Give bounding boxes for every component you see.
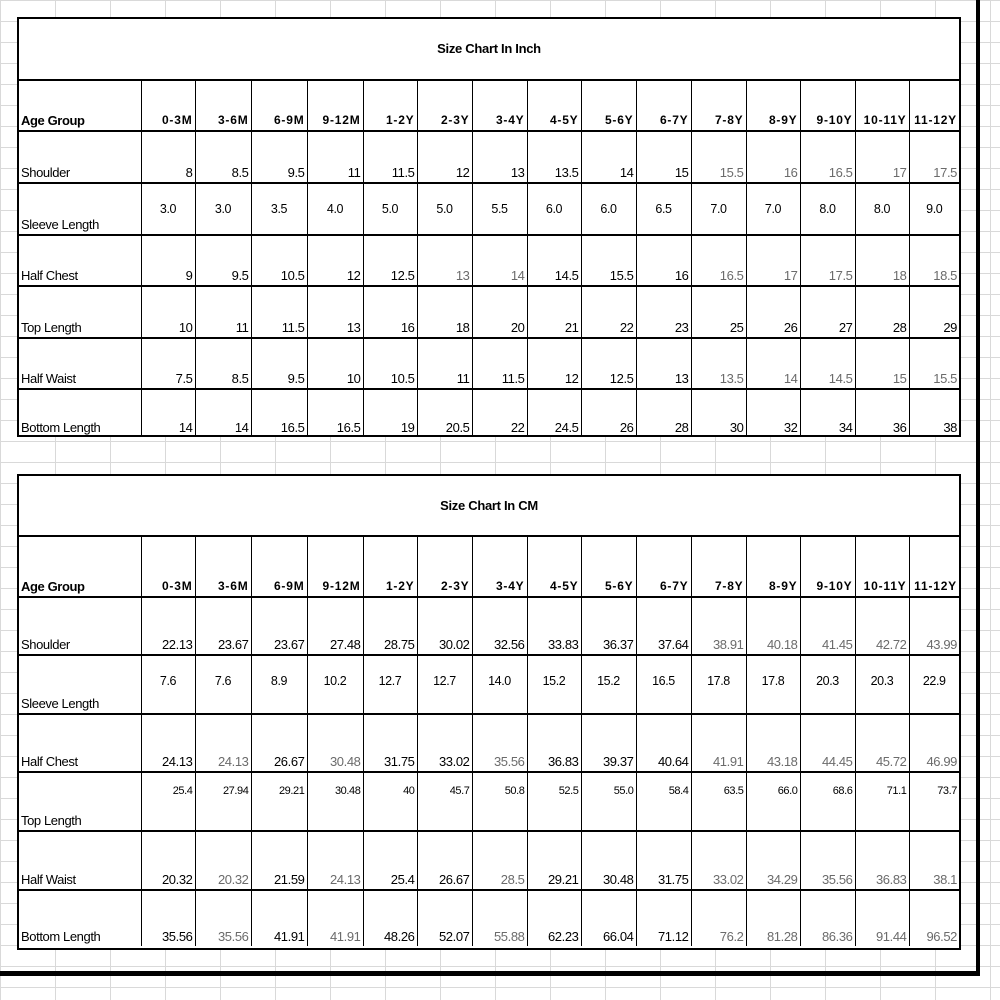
table-cell: 7.6: [195, 655, 251, 714]
table-cell: 21: [527, 286, 581, 338]
table-cell: 12.7: [417, 655, 472, 714]
table-cell: 17: [746, 235, 800, 286]
table-cell: 40: [363, 772, 417, 831]
table-cell: 16.5: [251, 389, 307, 437]
table-cell: 6.0: [527, 183, 581, 235]
age-header-11-12y: 11-12Y: [909, 537, 959, 597]
table-cell: 14: [141, 389, 195, 437]
table-cell: 24.13: [307, 831, 363, 890]
row-label: Half Chest: [19, 235, 141, 286]
table-cell: 11: [195, 286, 251, 338]
age-header-2-3y: 2-3Y: [417, 81, 472, 131]
table-cell: 25.4: [141, 772, 195, 831]
table-cell: 26.67: [251, 714, 307, 772]
table-cell: 12.5: [363, 235, 417, 286]
table-cell: 81.28: [746, 890, 800, 946]
table-cell: 48.26: [363, 890, 417, 946]
table-cell: 12.5: [581, 338, 636, 389]
chart-title: Size Chart In CM: [440, 498, 538, 513]
table-cell: 12: [527, 338, 581, 389]
table-cell: 10: [307, 338, 363, 389]
table-cell: 26: [581, 389, 636, 437]
table-cell: 29.21: [251, 772, 307, 831]
row-label: Bottom Length: [19, 890, 141, 946]
row-label: Sleeve Length: [19, 183, 141, 235]
table-cell: 15: [855, 338, 909, 389]
age-header-0-3m: 0-3M: [141, 81, 195, 131]
table-cell: 16: [636, 235, 691, 286]
table-cell: 9.5: [195, 235, 251, 286]
table-cell: 45.72: [855, 714, 909, 772]
table-cell: 28: [855, 286, 909, 338]
table-cell: 52.07: [417, 890, 472, 946]
table-cell: 11: [307, 131, 363, 183]
table-cell: 14.0: [472, 655, 527, 714]
table-cell: 52.5: [527, 772, 581, 831]
table-cell: 20.3: [800, 655, 855, 714]
table-cell: 14: [581, 131, 636, 183]
table-cell: 8: [141, 131, 195, 183]
table-cell: 16: [363, 286, 417, 338]
table-cell: 20.32: [195, 831, 251, 890]
table-cell: 13: [417, 235, 472, 286]
table-cell: 16.5: [800, 131, 855, 183]
table-cell: 15.5: [909, 338, 959, 389]
table-cell: 35.56: [195, 890, 251, 946]
table-cell: 36.83: [527, 714, 581, 772]
table-cell: 46.99: [909, 714, 959, 772]
table-cell: 24.13: [195, 714, 251, 772]
age-group-label: Age Group: [19, 537, 141, 597]
table-cell: 9.5: [251, 131, 307, 183]
table-cell: 3.5: [251, 183, 307, 235]
table-cell: 35.56: [141, 890, 195, 946]
sheet-border-right: [976, 0, 980, 975]
row-label: Bottom Length: [19, 389, 141, 437]
table-cell: 8.0: [800, 183, 855, 235]
age-header-4-5y: 4-5Y: [527, 537, 581, 597]
table-cell: 13: [307, 286, 363, 338]
age-header-5-6y: 5-6Y: [581, 537, 636, 597]
table-cell: 73.7: [909, 772, 959, 831]
sheet-border-bottom: [0, 971, 980, 976]
table-cell: 66.0: [746, 772, 800, 831]
row-label: Top Length: [19, 286, 141, 338]
table-cell: 8.9: [251, 655, 307, 714]
table-cell: 36.37: [581, 597, 636, 655]
table-cell: 20.3: [855, 655, 909, 714]
table-cell: 25: [691, 286, 746, 338]
age-header-7-8y: 7-8Y: [691, 537, 746, 597]
table-cell: 28: [636, 389, 691, 437]
table-cell: 66.04: [581, 890, 636, 946]
table-cell: 16.5: [636, 655, 691, 714]
table-cell: 16: [746, 131, 800, 183]
table-cell: 14: [195, 389, 251, 437]
age-header-4-5y: 4-5Y: [527, 81, 581, 131]
table-cell: 11: [417, 338, 472, 389]
table-cell: 17.8: [746, 655, 800, 714]
age-header-1-2y: 1-2Y: [363, 537, 417, 597]
table-cell: 11.5: [251, 286, 307, 338]
table-cell: 7.0: [746, 183, 800, 235]
table-cell: 15.2: [581, 655, 636, 714]
table-cell: 5.0: [363, 183, 417, 235]
table-cell: 14: [746, 338, 800, 389]
table-cell: 28.75: [363, 597, 417, 655]
table-cell: 42.72: [855, 597, 909, 655]
table-cell: 32.56: [472, 597, 527, 655]
table-cell: 35.56: [472, 714, 527, 772]
table-cell: 28.5: [472, 831, 527, 890]
table-cell: 37.64: [636, 597, 691, 655]
table-cell: 30.02: [417, 597, 472, 655]
table-cell: 30.48: [307, 714, 363, 772]
table-row-shoulder: [19, 597, 959, 655]
table-cell: 55.0: [581, 772, 636, 831]
table-cell: 14.5: [800, 338, 855, 389]
table-cell: 7.5: [141, 338, 195, 389]
table-cell: 10.5: [251, 235, 307, 286]
age-header-7-8y: 7-8Y: [691, 81, 746, 131]
table-cell: 7.6: [141, 655, 195, 714]
table-cell: 31.75: [363, 714, 417, 772]
row-label: Half Waist: [19, 831, 141, 890]
table-cell: 9.5: [251, 338, 307, 389]
table-cell: 34: [800, 389, 855, 437]
table-cell: 13: [636, 338, 691, 389]
row-label: Half Chest: [19, 714, 141, 772]
age-header-9-10y: 9-10Y: [800, 537, 855, 597]
table-cell: 12: [417, 131, 472, 183]
table-cell: 29.21: [527, 831, 581, 890]
table-row-top-length: [19, 772, 959, 831]
table-cell: 13.5: [527, 131, 581, 183]
table-cell: 68.6: [800, 772, 855, 831]
table-cell: 58.4: [636, 772, 691, 831]
table-cell: 30.48: [581, 831, 636, 890]
age-header-6-9m: 6-9M: [251, 81, 307, 131]
table-cell: 20.5: [417, 389, 472, 437]
table-cell: 12.7: [363, 655, 417, 714]
table-cell: 27.94: [195, 772, 251, 831]
table-cell: 9: [141, 235, 195, 286]
table-row-sleeve-length: [19, 183, 959, 235]
table-cell: 96.52: [926, 929, 957, 944]
table-cell: 24.13: [141, 714, 195, 772]
table-row-sleeve-length: [19, 655, 959, 714]
table-cell: 5.0: [417, 183, 472, 235]
size-chart-inch: [17, 17, 961, 437]
age-header-row: [19, 81, 959, 131]
table-cell: 15.5: [581, 235, 636, 286]
table-cell: 18: [855, 235, 909, 286]
table-cell: 5.5: [472, 183, 527, 235]
table-cell: 10: [141, 286, 195, 338]
age-header-8-9y: 8-9Y: [746, 81, 800, 131]
table-cell: 30.48: [307, 772, 363, 831]
table-cell: 33.02: [417, 714, 472, 772]
table-cell: 3.0: [141, 183, 195, 235]
table-row-half-chest: [19, 714, 959, 772]
table-cell: 76.2: [691, 890, 746, 946]
table-cell: 18: [417, 286, 472, 338]
table-row-top-length: [19, 286, 959, 338]
table-cell: 15.5: [691, 131, 746, 183]
row-label: Half Waist: [19, 338, 141, 389]
table-cell: 11.5: [472, 338, 527, 389]
table-cell: 27.48: [307, 597, 363, 655]
table-cell: 12: [307, 235, 363, 286]
table-row-half-waist: [19, 338, 959, 389]
table-cell: 25.4: [363, 831, 417, 890]
table-cell: 18.5: [909, 235, 959, 286]
age-header-3-6m: 3-6M: [195, 81, 251, 131]
table-cell: 6.0: [581, 183, 636, 235]
table-cell: 11.5: [363, 131, 417, 183]
table-cell: 41.91: [691, 714, 746, 772]
table-cell: 14: [472, 235, 527, 286]
age-header-10-11y: 10-11Y: [855, 81, 909, 131]
age-header-9-12m: 9-12M: [307, 81, 363, 131]
age-header-3-4y: 3-4Y: [472, 537, 527, 597]
table-cell: 38: [943, 420, 957, 435]
table-cell: 20.32: [141, 831, 195, 890]
table-cell: 30: [691, 389, 746, 437]
chart-title: Size Chart In Inch: [437, 41, 541, 56]
table-row-half-waist: [19, 831, 959, 890]
table-cell: 27: [800, 286, 855, 338]
table-cell: 16.5: [307, 389, 363, 437]
table-cell: 71.12: [636, 890, 691, 946]
size-table-inch: [19, 81, 959, 437]
age-header-11-12y: 11-12Y: [909, 81, 959, 131]
age-header-10-11y: 10-11Y: [855, 537, 909, 597]
table-cell: 13: [472, 131, 527, 183]
table-cell: 38.1: [909, 831, 959, 890]
age-header-8-9y: 8-9Y: [746, 537, 800, 597]
table-cell: 50.8: [472, 772, 527, 831]
table-cell: 23: [636, 286, 691, 338]
age-header-9-12m: 9-12M: [307, 537, 363, 597]
table-cell: 22.9: [909, 655, 959, 714]
table-cell: 15: [636, 131, 691, 183]
row-label: Top Length: [19, 772, 141, 831]
table-cell: 8.0: [855, 183, 909, 235]
table-cell: 22: [581, 286, 636, 338]
table-cell: 41.91: [307, 890, 363, 946]
table-cell: 36: [855, 389, 909, 437]
table-cell: 19: [363, 389, 417, 437]
size-table-cm: [19, 537, 959, 946]
age-header-3-6m: 3-6M: [195, 537, 251, 597]
table-cell: 40.64: [636, 714, 691, 772]
table-cell: 41.91: [251, 890, 307, 946]
age-header-1-2y: 1-2Y: [363, 81, 417, 131]
table-cell: 22: [472, 389, 527, 437]
table-cell: 32: [746, 389, 800, 437]
age-header-6-7y: 6-7Y: [636, 537, 691, 597]
table-cell: 17.5: [909, 131, 959, 183]
table-cell: 13.5: [691, 338, 746, 389]
age-header-3-4y: 3-4Y: [472, 81, 527, 131]
table-cell: 22.13: [141, 597, 195, 655]
table-row-bottom-length: [19, 389, 959, 437]
table-cell: 17: [855, 131, 909, 183]
table-cell: 36.83: [855, 831, 909, 890]
age-header-2-3y: 2-3Y: [417, 537, 472, 597]
age-header-0-3m: 0-3M: [141, 537, 195, 597]
table-cell: 4.0: [307, 183, 363, 235]
table-cell: 26: [746, 286, 800, 338]
table-cell: 8.5: [195, 338, 251, 389]
age-header-5-6y: 5-6Y: [581, 81, 636, 131]
table-cell: 45.7: [417, 772, 472, 831]
table-cell: 91.44: [855, 890, 909, 946]
table-cell: 23.67: [195, 597, 251, 655]
table-cell: 31.75: [636, 831, 691, 890]
age-header-6-7y: 6-7Y: [636, 81, 691, 131]
table-cell: 26.67: [417, 831, 472, 890]
table-cell: 10.5: [363, 338, 417, 389]
table-cell: 20: [472, 286, 527, 338]
table-cell: 15.2: [527, 655, 581, 714]
table-row-bottom-length: [19, 890, 959, 946]
age-header-row: [19, 537, 959, 597]
table-cell: 21.59: [251, 831, 307, 890]
age-header-6-9m: 6-9M: [251, 537, 307, 597]
table-cell: 33.83: [527, 597, 581, 655]
table-cell: 23.67: [251, 597, 307, 655]
table-cell: 9.0: [909, 183, 959, 235]
age-group-label: Age Group: [19, 81, 141, 131]
table-cell: 86.36: [800, 890, 855, 946]
row-label: Shoulder: [19, 597, 141, 655]
table-cell: 55.88: [472, 890, 527, 946]
table-row-shoulder: [19, 131, 959, 183]
table-cell: 63.5: [691, 772, 746, 831]
table-cell: 71.1: [855, 772, 909, 831]
table-cell: 16.5: [691, 235, 746, 286]
table-cell: 6.5: [636, 183, 691, 235]
table-cell: 14.5: [527, 235, 581, 286]
table-cell: 35.56: [800, 831, 855, 890]
table-cell: 29: [909, 286, 959, 338]
table-cell: 44.45: [800, 714, 855, 772]
table-cell: 7.0: [691, 183, 746, 235]
table-cell: 10.2: [307, 655, 363, 714]
table-cell: 17.5: [800, 235, 855, 286]
table-cell: 62.23: [527, 890, 581, 946]
table-cell: 38.91: [691, 597, 746, 655]
table-cell: 8.5: [195, 131, 251, 183]
age-header-9-10y: 9-10Y: [800, 81, 855, 131]
size-chart-cm: [17, 474, 961, 950]
row-label: Sleeve Length: [19, 655, 141, 714]
table-cell: 40.18: [746, 597, 800, 655]
table-cell: 41.45: [800, 597, 855, 655]
row-label: Shoulder: [19, 131, 141, 183]
table-cell: 17.8: [691, 655, 746, 714]
table-row-half-chest: [19, 235, 959, 286]
table-cell: 34.29: [746, 831, 800, 890]
table-cell: 3.0: [195, 183, 251, 235]
table-cell: 33.02: [691, 831, 746, 890]
table-cell: 24.5: [527, 389, 581, 437]
table-cell: 43.18: [746, 714, 800, 772]
table-cell: 43.99: [909, 597, 959, 655]
table-cell: 39.37: [581, 714, 636, 772]
